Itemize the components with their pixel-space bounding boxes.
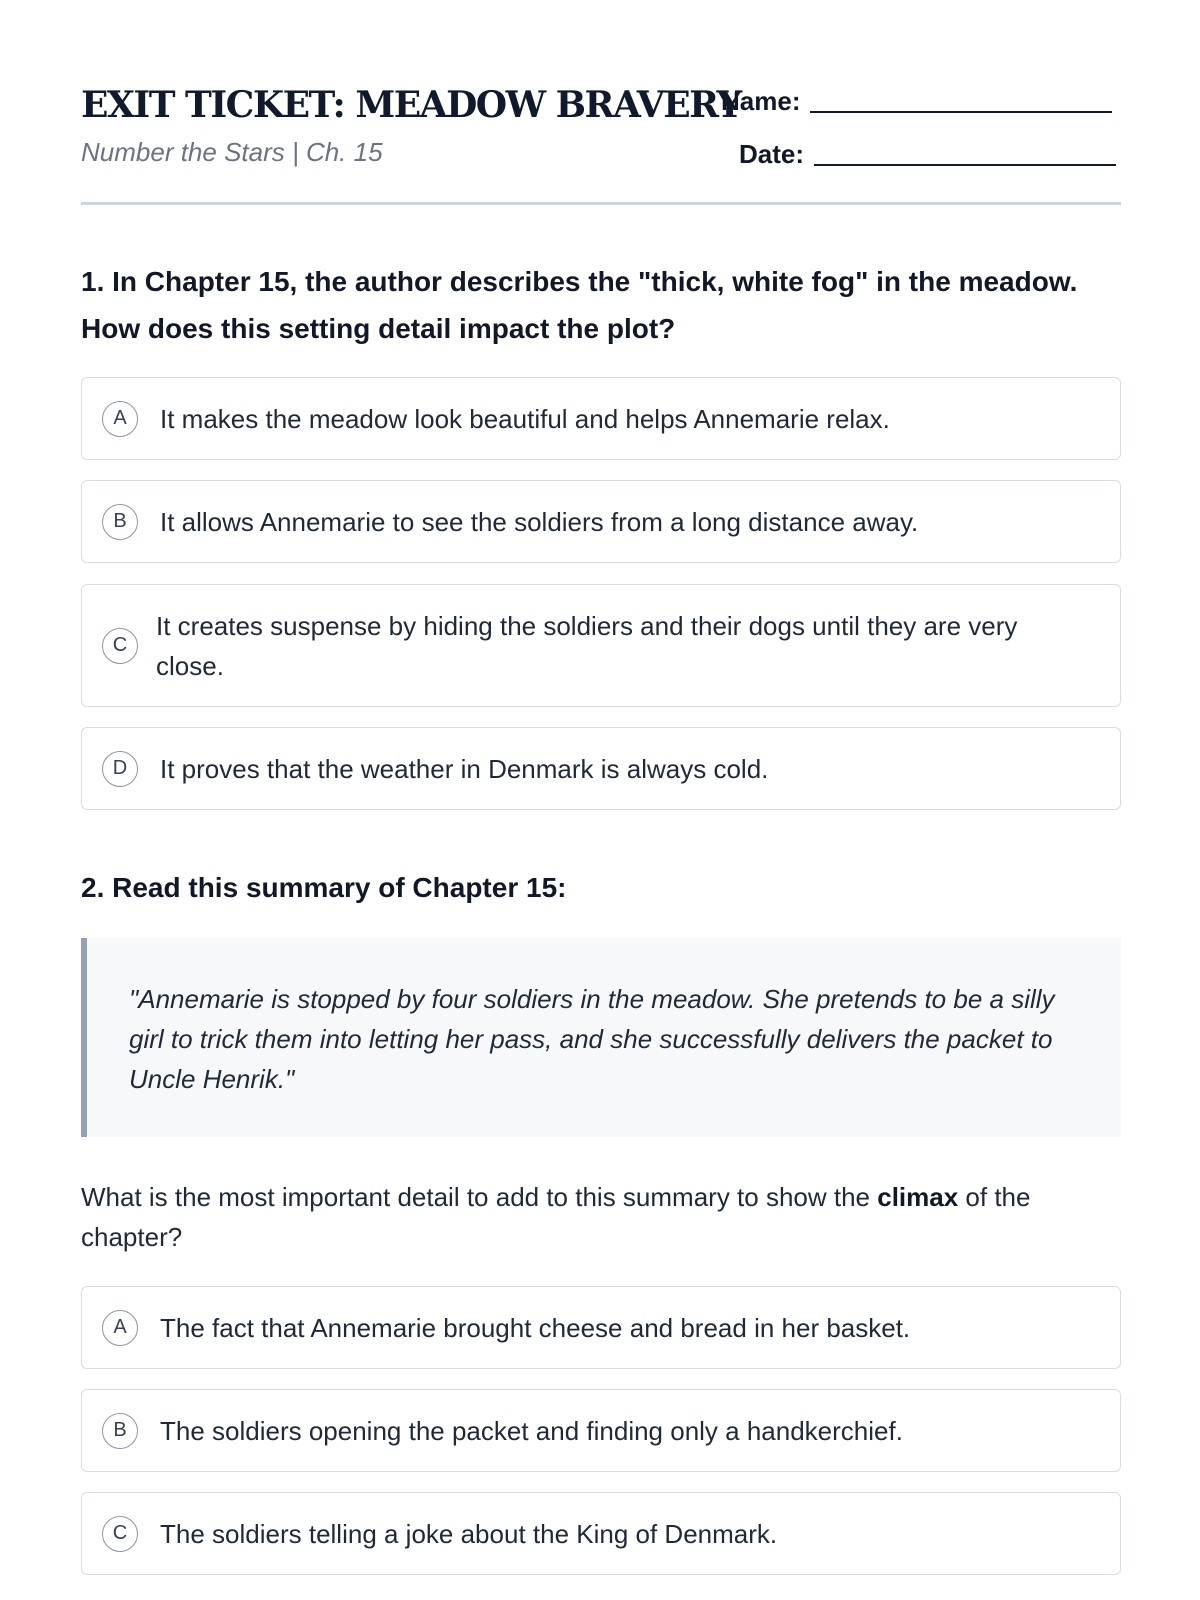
option-letter-badge: B xyxy=(102,1413,138,1449)
option-letter-badge: C xyxy=(102,628,138,664)
option-text: The fact that Annemarie brought cheese and bread in her basket. xyxy=(160,1312,911,1343)
q1-option-c[interactable] xyxy=(81,584,1121,707)
option-text: It allows Annemarie to see the soldiers from a long distance away. xyxy=(160,506,919,537)
question-emphasis: climax xyxy=(877,1182,959,1212)
question-text-end: of the chapter? xyxy=(81,1182,1031,1252)
option-letter-badge: B xyxy=(102,504,138,540)
option-letter-badge: A xyxy=(102,401,138,437)
worksheet-subtitle: Number the Stars | Ch. 15 xyxy=(81,137,383,167)
option-letter-badge: C xyxy=(102,1516,138,1552)
worksheet-page xyxy=(81,0,1121,1549)
option-text: It creates suspense by hiding the soldiers and their dogs until they are very close. xyxy=(156,610,1018,681)
name-field xyxy=(721,86,1112,117)
q2-option-b[interactable] xyxy=(81,1389,1121,1472)
chapter-summary-quote: "Annemarie is stopped by four soldiers in the meadow. She pretends to be a silly girl to trick them into letting her pass, and she successfully delivers the packet to Uncle Henrik." xyxy=(81,938,1121,1137)
option-text: The soldiers telling a joke about the King of Denmark. xyxy=(160,1518,778,1549)
option-text: It proves that the weather in Denmark is always cold. xyxy=(160,753,769,784)
name-blank-line xyxy=(810,111,1112,113)
question-text-start: What is the most important detail to add to this summary to show the xyxy=(81,1182,878,1212)
q2-option-a[interactable] xyxy=(81,1286,1121,1369)
worksheet-title: EXIT TICKET: MEADOW BRAVERY xyxy=(81,84,741,126)
q1-option-b[interactable] xyxy=(81,480,1121,563)
date-field xyxy=(739,139,1116,170)
question-2-prompt: 2. Read this summary of Chapter 15: xyxy=(81,872,567,903)
name-label: Name: xyxy=(721,86,801,116)
question-2-question xyxy=(81,1177,1121,1257)
q1-option-d[interactable] xyxy=(81,727,1121,810)
q1-option-a[interactable] xyxy=(81,377,1121,460)
q2-option-c[interactable] xyxy=(81,1492,1121,1575)
question-1-prompt: 1. In Chapter 15, the author describes the "thick, white fog" in the meadow. How does this setting detail impact the plot? xyxy=(81,266,1078,344)
worksheet-header xyxy=(81,0,1121,205)
date-label: Date: xyxy=(739,139,805,169)
option-text: It makes the meadow look beautiful and helps Annemarie relax. xyxy=(160,403,890,434)
option-text: The soldiers opening the packet and finding only a handkerchief. xyxy=(160,1415,903,1446)
date-blank-line xyxy=(814,164,1116,166)
option-letter-badge: D xyxy=(102,751,138,787)
option-letter-badge: A xyxy=(102,1310,138,1346)
